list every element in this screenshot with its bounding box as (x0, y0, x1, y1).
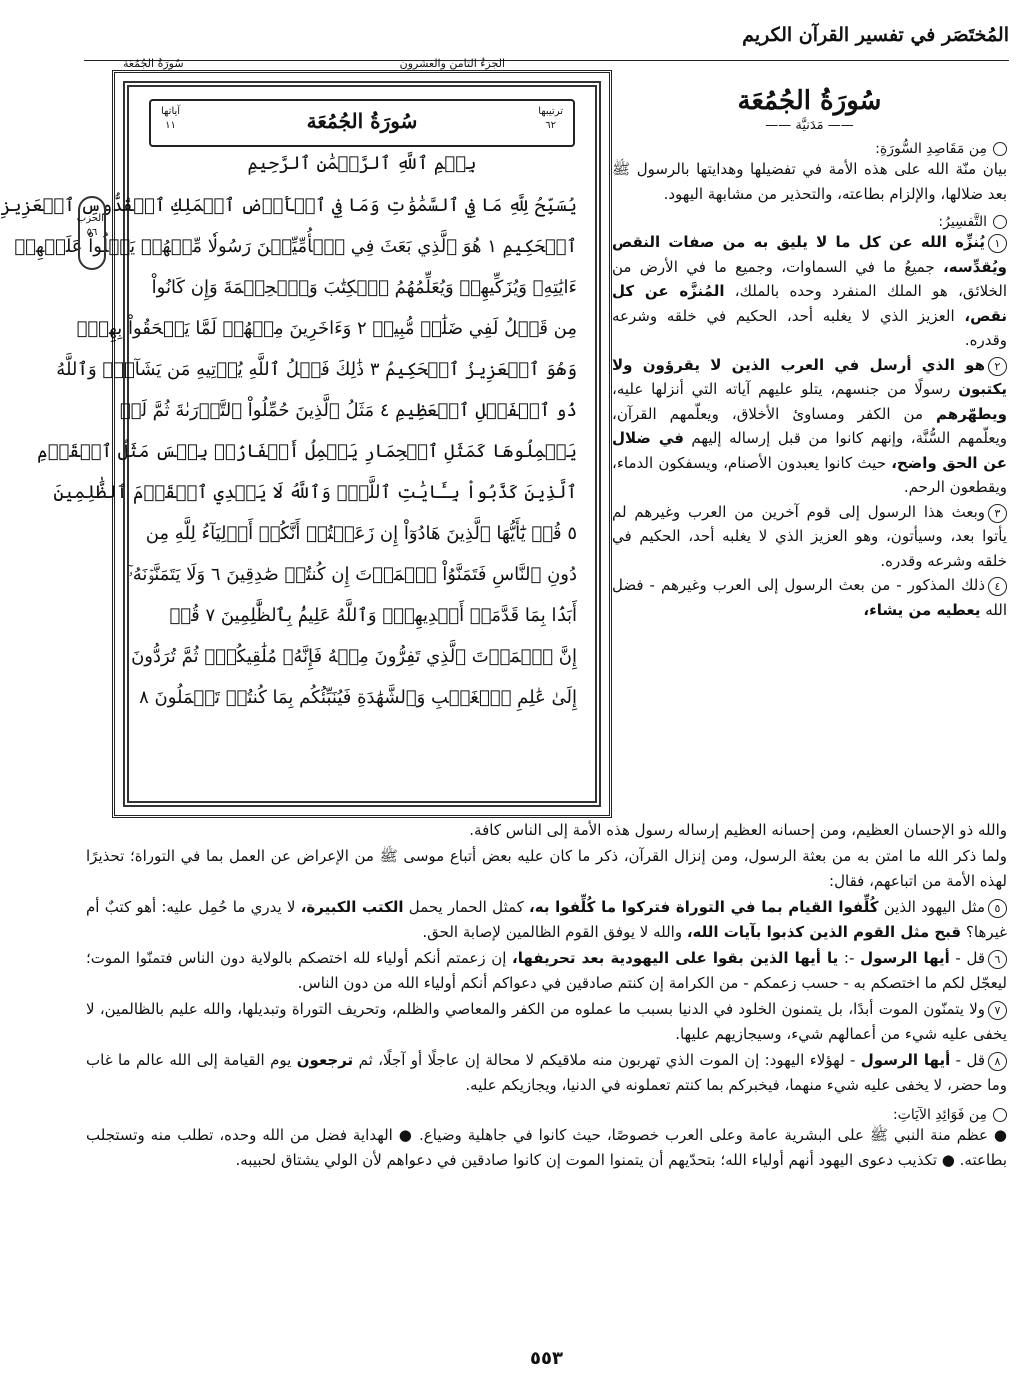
tafsir-column (612, 80, 1007, 622)
verses-count-box: آياتها ١١ (161, 106, 181, 131)
surah-title: سُورَةُ الجُمُعَة (737, 86, 882, 116)
revelation-type: —— مَدَنيَّة —— (765, 118, 854, 133)
tafsir-verse-4-end: والله ذو الإحسان العظيم، ومن إحسانه العظيم إرساله رسول هذه الأمة إلى الناس كافة. (469, 821, 1007, 839)
verse-number-badge: ٨ (988, 1052, 1007, 1071)
tafsir-verse-4: ٤ذلك المذكور - من بعث الرسول إلى العرب وغيرهم - فضل الله يعطيه من يشاء، (612, 576, 1007, 619)
frame-top-labels (83, 53, 615, 71)
verse-number-badge: ٤ (988, 577, 1007, 596)
juz-label: الجزءُ الثامن والعشرون (399, 57, 505, 70)
verse-line: أَبَدَۢا بِمَا قَدَّمَتۡ أَيۡدِيهِمۡۚ وَٱللَّهُ عَلِيمُۢ بِٱلظَّٰلِمِينَ ٧ قُلۡ (169, 605, 577, 626)
verse-number-badge: ٢ (988, 357, 1007, 376)
verse-line: ٥ قُلۡ يَٰٓأَيُّهَا ٱلَّذِينَ هَادُوٓاْ إِن زَعَمۡتُمۡ أَنَّكُمۡ أَوۡلِيَآءُ لِلَّهِ مِن (145, 523, 577, 544)
verse-number-badge: ١ (988, 234, 1007, 253)
maqasid-text: بيان منّة الله على هذه الأمة في تفضيلها وهدايتها بالرسول ﷺ بعد ضلالها، والإلزام بطاعته، والتحذير من مشابهة اليهود. (612, 160, 1007, 203)
ornament-icon (993, 1108, 1007, 1122)
tafsir-verse-8: ٨قل - أيها الرسول - لهؤلاء اليهود: إن الموت الذي تهربون منه ملاقيكم لا محالة إن عاجلًا أو آجلًا، ثم ترجعون يوم القيامة إلى الله عالم ما غاب وما حضر، لا يخفى عليه شيء منهما، فيخبركم بما كنتم تعملونه في الدنيا، ويجازيكم عليه. (86, 1050, 1007, 1094)
ornament-icon (993, 142, 1007, 156)
hizb-marker: الحزب ٥٦ (78, 196, 106, 270)
verse-line: ءَايَٰتِهِۦ وَيُزَكِّيهِمۡ وَيُعَلِّمُهُمُ ٱلۡكِتَٰبَ وَٱلۡحِكۡمَةَ وَإِن كَانُواْ (151, 277, 577, 298)
page-number: ٥٥٣ (530, 1348, 563, 1369)
tafsir-verse-3: ٣وبعث هذا الرسول إلى قوم آخرين من العرب وغيرهم لم يأتوا بعد، وسيأتون، وهو العزيز الذي لا يغلبه أحد، الحكيم في خلقه وشرعه وقدره. (612, 502, 1007, 570)
verse-number-badge: ٣ (988, 504, 1007, 523)
tafsir-heading: التَّفسِيرُ: (612, 214, 1007, 230)
verse-number-badge: ٦ (988, 950, 1007, 969)
verse-line: يُسَبِّحُ لِلَّهِ مَا فِي ٱلسَّمَٰوَٰتِ وَمَا فِي ٱلۡأَرۡضِ ٱلۡمَلِكِ ٱلۡقُدُّوسِ ٱلۡعَزِيزِ (0, 195, 577, 216)
order-box: ترتيبها ٦٢ (538, 106, 563, 131)
fawaid-text: ● عظم منة النبي ﷺ على البشرية عامة وعلى العرب خصوصًا، حيث كانوا في جاهلية وضياع. ● الهداية فضل من الله وحده، تطلب منه وتستجلب بطاعته. ● تكذيب دعوى اليهود أنهم أولياء الله؛ بتحدّيهم أن يتمنوا الموت إن كانوا صادقين في دعواهم لأن الولي يشتاق لحبيبه. (86, 1125, 1007, 1169)
surah-banner (149, 99, 575, 147)
fawaid-heading: مِن فَوَائِدِ الآيَاتِ: (86, 1107, 1007, 1123)
book-title: المُختَصَر في تفسير القرآن الكريم (742, 24, 1009, 46)
verse-line: ذُو ٱلۡفَضۡلِ ٱلۡعَظِيمِ ٤ مَثَلُ ٱلَّذِينَ حُمِّلُواْ ٱلتَّوۡرَىٰةَ ثُمَّ لَمۡ (119, 400, 577, 421)
verse-line: مِن قَبۡلُ لَفِي ضَلَٰلٖ مُّبِينٖ ٢ وَءَاخَرِينَ مِنۡهُمۡ لَمَّا يَلۡحَقُواْ بِهِمۡۚ (76, 318, 577, 339)
verse-number-badge: ٧ (988, 1001, 1007, 1020)
banner-title: سُورَةُ الجُمُعَة (306, 109, 418, 133)
verse-number-badge: ٥ (988, 899, 1007, 918)
verse-line: ٱلَّذِينَ كَذَّبُواْ بِـَٔايَٰتِ ٱللَّهِۚ وَٱللَّهُ لَا يَهۡدِي ٱلۡقَوۡمَ ٱلظَّٰلِمِينَ (53, 482, 577, 503)
verse-line: إِنَّ ٱلۡمَوۡتَ ٱلَّذِي تَفِرُّونَ مِنۡهُ فَإِنَّهُۥ مُلَٰقِيكُمۡۖ ثُمَّ تُرَدُّونَ (131, 646, 577, 667)
maqasid-heading: مِن مَقَاصِدِ السُّورَةِ: (612, 141, 1007, 157)
tafsir-verse-1: ١يُنزِّه الله عن كل ما لا يليق به من صفات النقص ويُقدِّسه، جميعُ ما في السماوات، وجميع ما في الأرض من الخلائق، هو الملك المنفرد وحده بالملك، المُنزَّه عن كل نقص، العزيز الذي لا يغلبه أحد، الحكيم في خلقه وشرعه وقدره. (612, 233, 1007, 349)
verse-line: ٱلۡحَكِيمِ ١ هُوَ ٱلَّذِي بَعَثَ فِي ٱلۡأُمِّيِّـۧنَ رَسُولٗا مِّنۡهُمۡ يَتۡلُواْ عَلَيۡهِمۡ (14, 236, 577, 257)
basmala: بِسۡمِ ٱللَّهِ ٱلرَّحۡمَٰنِ ٱلرَّحِيمِ (247, 153, 477, 174)
tafsir-verse-2: ٢هو الذي أرسل في العرب الذين لا يقرؤون ولا يكتبون رسولًا من جنسهم، يتلو عليهم آياته التي أنزلها عليه، ويطهّرهم من الكفر ومساوئ الأخلاق، ويعلّمهم القرآن، ويعلّمهم السُّنَّة، وإنهم كانوا من قبل إرساله إليهم في ضلال عن الحق واضح، حيث كانوا يعبدون الأصنام، ويسفكون الدماء، ويقطعون الرحم. (612, 355, 1007, 496)
verse-line: يَحۡمِلُوهَا كَمَثَلِ ٱلۡحِمَارِ يَحۡمِلُ أَسۡفَارَۢاۚ بِئۡسَ مَثَلُ ٱلۡقَوۡمِ (37, 441, 577, 462)
verse-line: إِلَىٰ عَٰلِمِ ٱلۡغَيۡبِ وَٱلشَّهَٰدَةِ فَيُنَبِّئُكُم بِمَا كُنتُمۡ تَعۡمَلُونَ ٨ (139, 687, 577, 708)
tafsir-verse-7: ٧ولا يتمنّون الموت أبدًا، بل يتمنون الخلود في الدنيا بسبب ما عملوه من الكفر والمعاصي والظلم، وتحريف التوراة وتبديلها، والله عليم بالظالمين، لا يخفى عليه شيء من أعمالهم شيء، وسيجازيهم عليها. (86, 999, 1007, 1043)
ornament-icon (993, 215, 1007, 229)
verse-line: دُونِ ٱلنَّاسِ فَتَمَنَّوُاْ ٱلۡمَوۡتَ إِن كُنتُمۡ صَٰدِقِينَ ٦ وَلَا يَتَمَنَّوۡنَهُۥٓ (128, 564, 577, 585)
surah-label: سُورَةُ الجُمُعَة (123, 57, 184, 70)
tafsir-verse-5: ٥مثل اليهود الذين كُلِّفوا القيام بما في التوراة فتركوا ما كُلِّفوا به، كمثل الحمار يحمل الكتب الكبيرة، لا يدري ما حُمِل عليه: أهو كتبٌ أم غيرها؟ قبح مثل القوم الذين كذبوا بآيات الله، والله لا يوفق القوم الظالمين لإصابة الحق. (86, 897, 1007, 941)
bridge-text: ولما ذكر الله ما امتن به من بعثة الرسول، ومن إنزال القرآن، ذكر ما كان عليه بعض أتباع موسى ﷺ من الإعراض عن العمل بما في التوراة؛ تحذيرًا لهذه الأمة من اتباعهم، فقال: (86, 846, 1007, 890)
verse-line: وَهُوَ ٱلۡعَزِيزُ ٱلۡحَكِيمُ ٣ ذَٰلِكَ فَضۡلُ ٱللَّهِ يُؤۡتِيهِ مَن يَشَآءُۚ وَٱللَّهُ (56, 359, 577, 380)
tafsir-verse-6: ٦قل - أيها الرسول -: يا أيها الذين بقوا على اليهودية بعد تحريفها، إن زعمتم أنكم أولياء لله اختصكم بالولاية دون الناس فتمنّوا الموت؛ ليعجّل لكم ما اختصكم به - حسب زعمكم - من الكرامة إن كنتم صادقين في دعواكم أنكم أولياء الله من دون الناس. (86, 948, 1007, 992)
tafsir-fullwidth (86, 818, 1007, 1174)
